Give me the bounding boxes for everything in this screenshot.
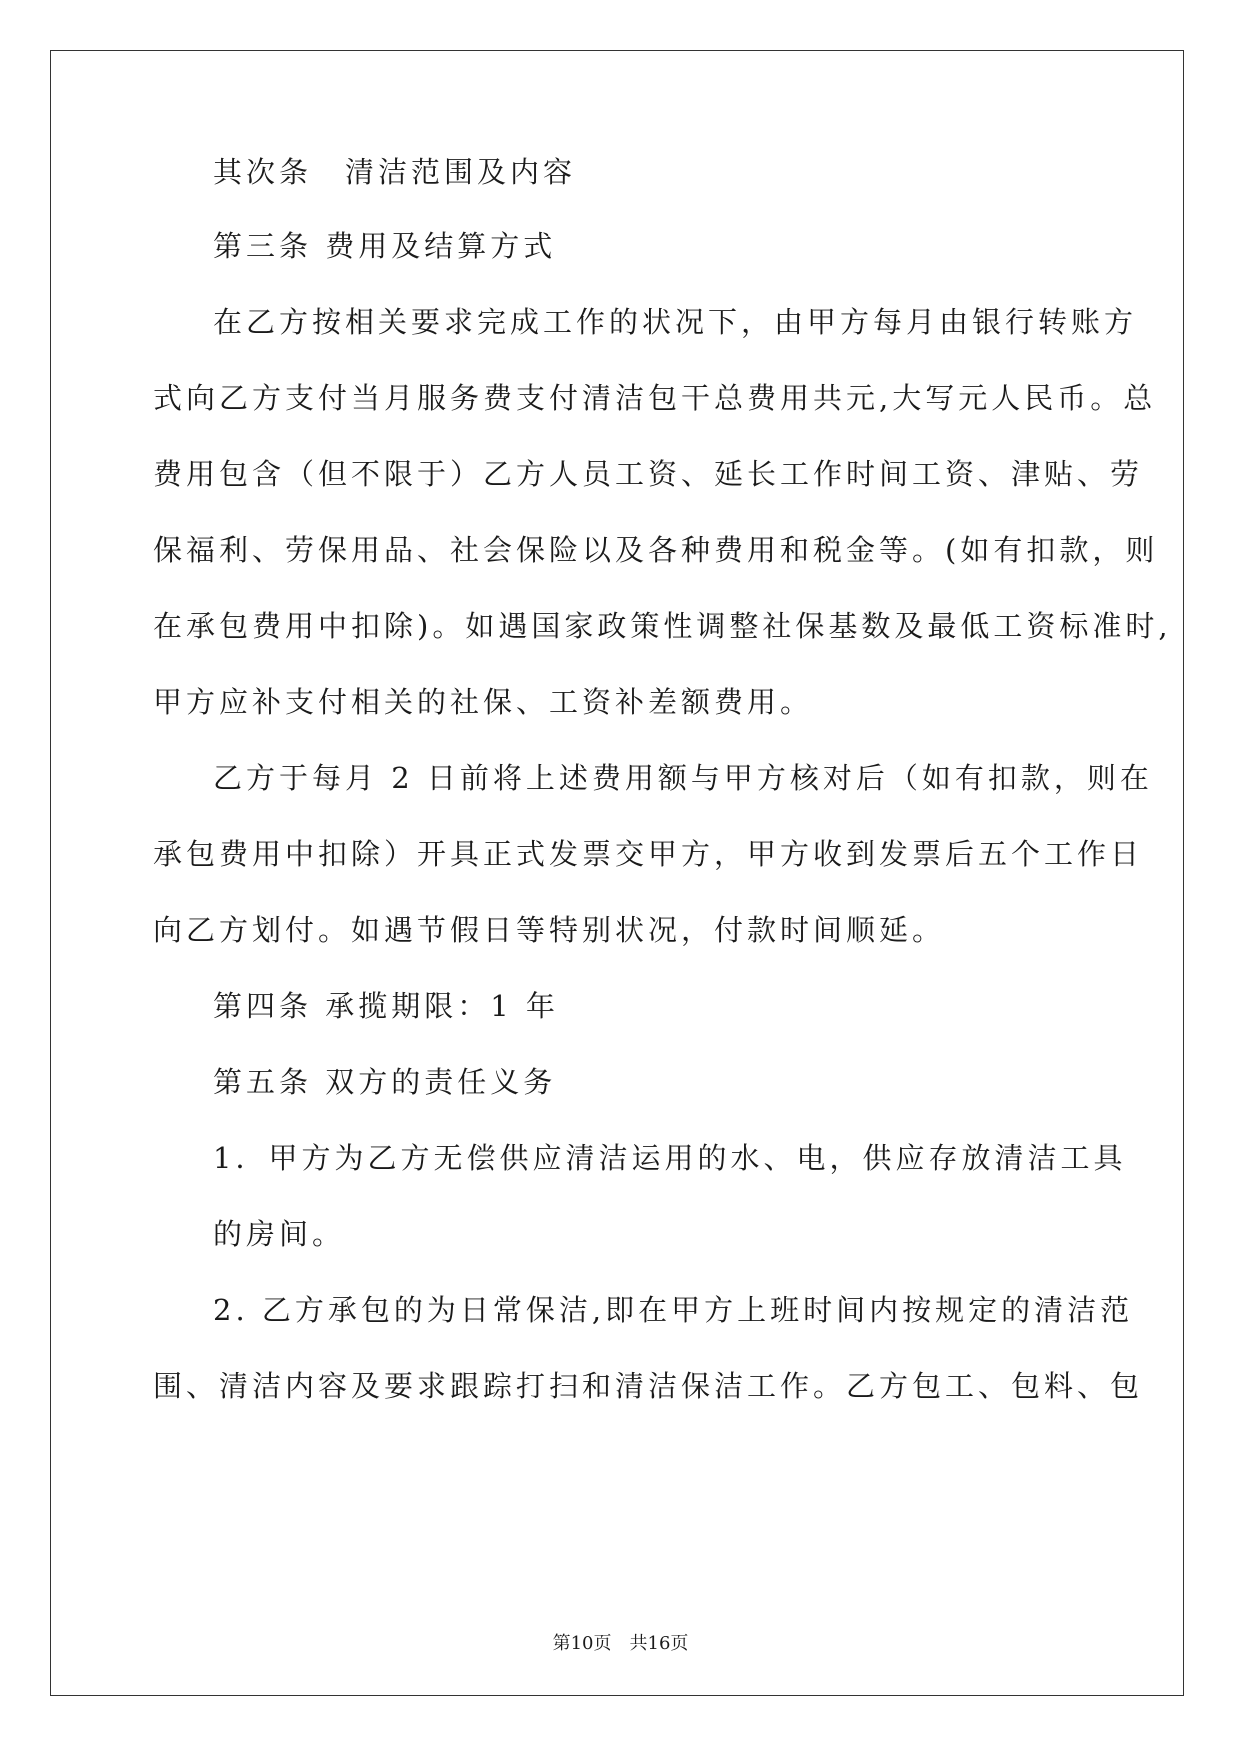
text-line: 在乙方按相关要求完成工作的状况下，由甲方每月由银行转账方 xyxy=(213,305,1138,339)
text-line: 的房间。 xyxy=(213,1217,346,1251)
text-line: 2. 乙方承包的为日常保洁,即在甲方上班时间内按规定的清洁范 xyxy=(213,1293,1134,1327)
text-line: 保福利、劳保用品、社会保险以及各种费用和税金等。(如有扣款，则 xyxy=(153,533,1159,567)
text-line: 向乙方划付。如遇节假日等特别状况，付款时间顺延。 xyxy=(153,913,946,947)
page-footer: 第10页 共16页 xyxy=(552,1633,689,1654)
text-line: 在承包费用中扣除)。如遇国家政策性调整社保基数及最低工资标准时, xyxy=(153,609,1172,643)
text-line: 围、清洁内容及要求跟踪打扫和清洁保洁工作。乙方包工、包料、包 xyxy=(153,1369,1144,1403)
text-line: 甲方应补支付相关的社保、工资补差额费用。 xyxy=(153,685,814,719)
text-line: 第三条 费用及结算方式 xyxy=(213,229,557,263)
text-line: 第五条 双方的责任义务 xyxy=(213,1065,557,1099)
text-line: 乙方于每月 2 日前将上述费用额与甲方核对后（如有扣款，则在 xyxy=(213,761,1153,795)
text-line: 其次条 清洁范围及内容 xyxy=(213,155,577,189)
text-line: 式向乙方支付当月服务费支付清洁包干总费用共元,大写元人民币。总 xyxy=(153,381,1157,415)
text-line: 1．甲方为乙方无偿供应清洁运用的水、电，供应存放清洁工具 xyxy=(213,1141,1127,1175)
text-line: 费用包含（但不限于）乙方人员工资、延长工作时间工资、津贴、劳 xyxy=(153,457,1144,491)
text-line: 承包费用中扣除）开具正式发票交甲方，甲方收到发票后五个工作日 xyxy=(153,837,1144,871)
text-line: 第四条 承揽期限：1 年 xyxy=(213,989,559,1023)
